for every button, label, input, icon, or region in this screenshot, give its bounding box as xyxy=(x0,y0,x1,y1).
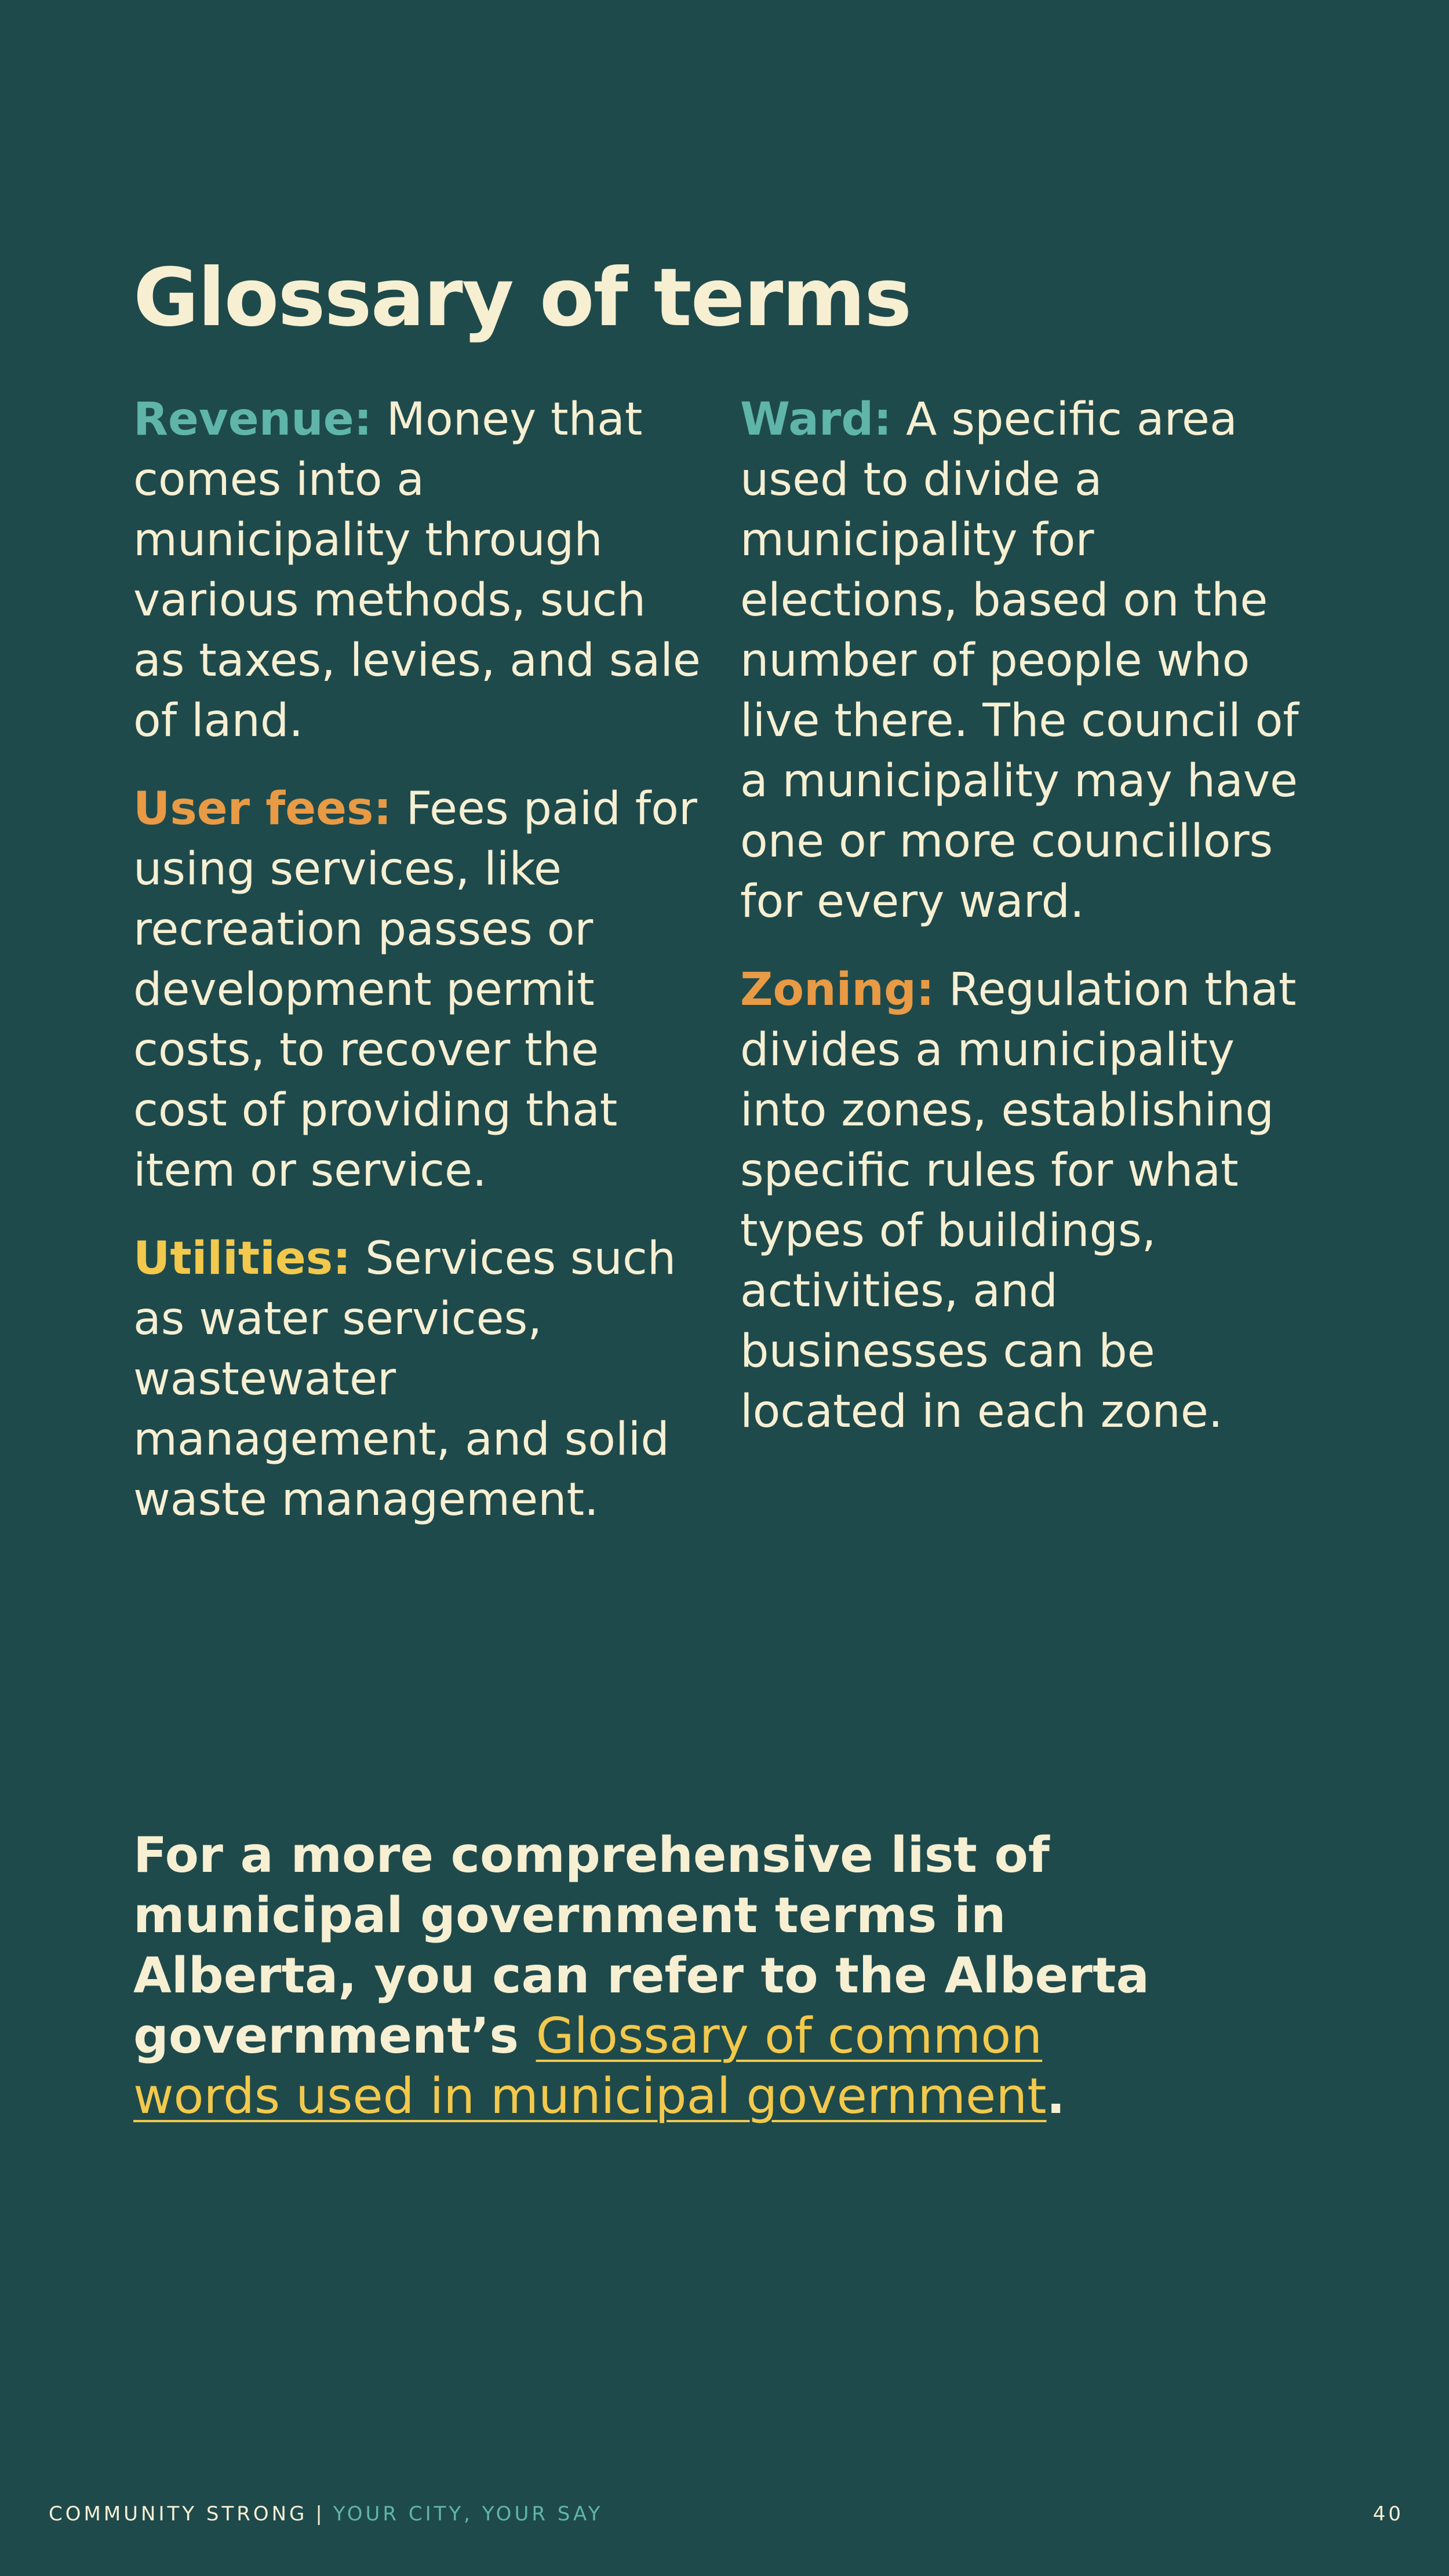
glossary-entry-ward xyxy=(740,389,1320,932)
glossary-entry-zoning xyxy=(740,960,1320,1442)
page-number: 40 xyxy=(1372,2502,1404,2526)
footer-tagline: YOUR CITY, YOUR SAY xyxy=(333,2502,603,2526)
page-footer xyxy=(49,2502,1404,2526)
glossary-entry-utilities xyxy=(133,1229,701,1530)
term-definition: Regulation that divides a municipality into zones, establishing specific rules for what types of buildings, activities, and businesses can be located in each zone. xyxy=(740,964,1297,1438)
footer-branding xyxy=(49,2502,603,2526)
term-label: Utilities: xyxy=(133,1233,351,1285)
term-definition: Money that comes into a municipality through various methods, such as taxes, levies, and sale of land. xyxy=(133,393,701,747)
term-definition: A specific area used to divide a municipality for elections, based on the number of people who live there. The council of a municipality may have one or more councillors for every ward. xyxy=(740,393,1299,928)
term-label: User fees: xyxy=(133,783,392,835)
glossary-entry-revenue xyxy=(133,389,701,751)
term-label: Ward: xyxy=(740,393,892,446)
glossary-link[interactable]: Glossary of common words used in municipal government xyxy=(133,2007,1047,2125)
reference-note-end: . xyxy=(1046,2068,1065,2125)
term-label: Revenue: xyxy=(133,393,372,446)
term-definition: Fees paid for using services, like recreation passes or development permit costs, to recover the cost of providing that item or service. xyxy=(133,783,697,1197)
footer-separator: | xyxy=(315,2502,325,2526)
reference-note xyxy=(133,1826,1165,2127)
reference-note-text: For a more comprehensive list of municipal government terms in Alberta, you can refer to the Alberta government’s xyxy=(133,1827,1150,2065)
term-definition: Services such as water services, wastewater management, and solid waste management. xyxy=(133,1233,676,1526)
footer-brand: COMMUNITY STRONG xyxy=(49,2502,308,2526)
term-label: Zoning: xyxy=(740,964,934,1016)
page-title: Glossary of terms xyxy=(133,251,911,344)
glossary-column-left xyxy=(133,389,701,1558)
glossary-column-right xyxy=(740,389,1320,1470)
glossary-entry-user-fees xyxy=(133,779,701,1201)
